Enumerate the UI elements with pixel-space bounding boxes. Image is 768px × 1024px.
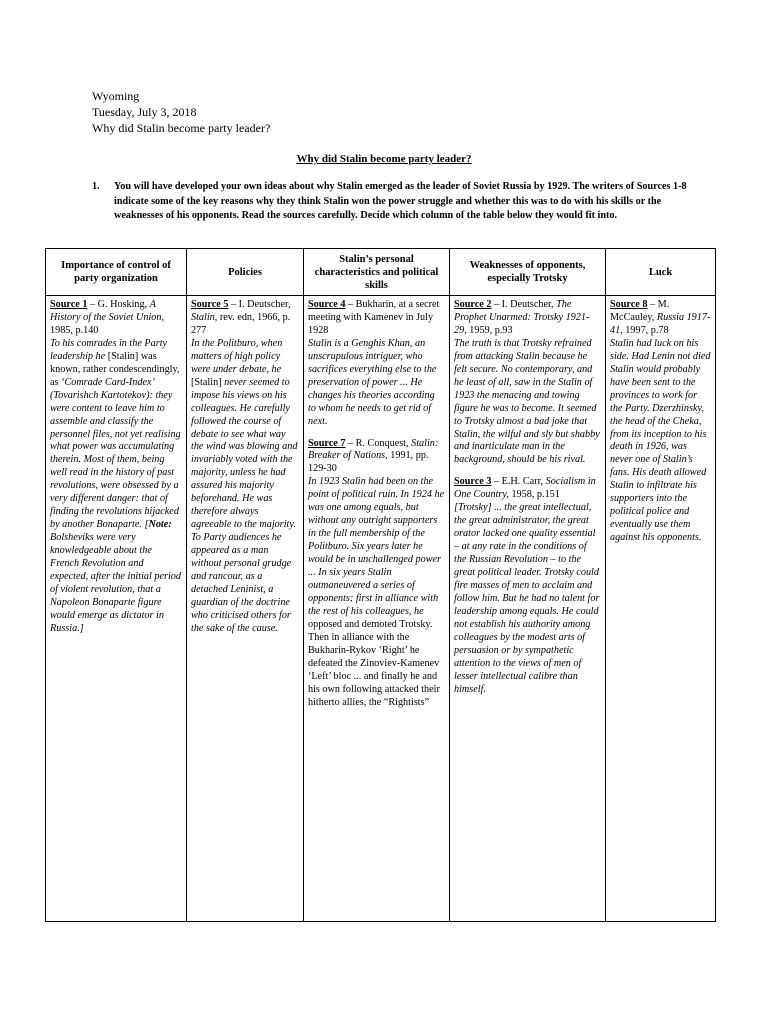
source-1-label: Source 1	[50, 299, 88, 310]
cell-luck	[606, 296, 716, 922]
source-2-label: Source 2	[454, 299, 492, 310]
source-4-text: Stalin is a Genghis Khan, an unscrupulous intriguer, who sacrifices everything else to the preservation of power ... He changes his theories according to whom he needs to get rid of next.	[308, 337, 437, 427]
cell-personal-characteristics	[304, 296, 450, 922]
source-5-author: – I. Deutscher,	[228, 299, 291, 310]
source-3-text-a: [Trotsky] ... the great intellectual, the great administrator, the great orator lacked one quality essential – at any rate in the conditions of the Russian Revolution – to the great political leader.	[454, 502, 596, 579]
sources-table	[45, 248, 716, 922]
cell-opponent-weaknesses	[450, 296, 606, 922]
header-personal-characteristics: Stalin’s personal characteristics and political skills	[304, 249, 450, 296]
source-1-book: A History of the Soviet Union,	[50, 299, 165, 323]
header-date: Tuesday, July 3, 2018	[92, 105, 197, 119]
source-4-author: – Bukharin, at a secret meeting with Kamenev in July 1928	[308, 299, 440, 336]
source-2-text: The truth is that Trotsky refrained from attacking Stalin because he felt secure. No contemporary, and he least of all, saw in the Stalin of 1923 the menacing and towing figure he was to become. It seemed to Trotsky almost a bad joke that Stalin, the wilful and sly but shabby and inarticulate man in the background, should be his rival.	[454, 337, 600, 466]
source-1	[50, 299, 182, 636]
source-7-label: Source 7	[308, 437, 346, 449]
source-5	[191, 299, 299, 636]
source-2-pub: 1959, p.93	[466, 324, 513, 336]
header-subject: Why did Stalin become party leader?	[92, 121, 271, 135]
source-5-label: Source 5	[191, 299, 229, 310]
source-3-text-b: Trotsky could fire masses of men to acclaim and follow him. But he had no talent for leadership among equals. He could not establish his authority among colleagues by the modest arts of persuasion or by sympathetic attention to the views of men of lesser intellectual calibre than himself.	[454, 567, 600, 695]
header-party-organization: Importance of control of party organization	[46, 249, 187, 296]
header-name: Wyoming	[92, 89, 140, 103]
source-3-author: – E.H. Carr,	[491, 476, 546, 488]
source-1-text-b: [Stalin] was known, rather condescendingly, as	[50, 350, 180, 388]
source-1-text-c: ‘Comrade Card-Index’ (Tovarishch Kartotekov): they were content to leave him to assemble and classify the personnel files, not yet realising what power was accumulating therein. Most of them, being well read in the history of past revolutions, were obsessed by a very different danger: that of finding the revolutions hijacked by another Bonaparte. [	[50, 376, 181, 531]
source-8-book: Russia 1917-41,	[610, 311, 711, 336]
source-5-text-a: In the Politburo, when matters of high policy were under debate, he	[191, 337, 283, 375]
source-5-text-b: [Stalin]	[191, 376, 222, 388]
document-header	[92, 88, 270, 136]
source-7-book: Stalin: Breaker of Nations,	[308, 437, 439, 462]
header-opponent-weaknesses: Weaknesses of opponents, especially Trotsky	[450, 249, 606, 296]
source-1-pub: 1985, p.140	[50, 324, 99, 336]
page-title: Why did Stalin become party leader?	[296, 153, 472, 165]
question-1	[92, 180, 692, 224]
table-row	[46, 296, 716, 922]
source-8-text: Stalin had luck on his side. Had Lenin not died Stalin would probably have been sent to the provinces to work for the Party. Dzerzhinsky, the head of the Cheka, from its inception to his death in 1926, was never one of Stalin’s fans. His death allowed Stalin to infiltrate his supporters into the political police and eventually use them against his opponents.	[610, 337, 711, 544]
header-luck: Luck	[606, 249, 716, 296]
source-1-author: – G. Hosking,	[87, 299, 150, 310]
table-header-row	[46, 249, 716, 296]
source-2	[454, 299, 601, 467]
cell-policies	[187, 296, 304, 922]
source-5-pub: rev. edn, 1966, p. 277	[191, 311, 291, 336]
source-1-note-label: Note:	[148, 519, 172, 531]
source-7-text-a: In 1923 Stalin had been on the point of political ruin. In 1924 he was one among equals, but without any outright supporters in the full membership of the Politburo. Six years later he would be in unchallenged power ... In six years Stalin outmaneuvered a series of opponents; first in alliance with the rest of his colleagues, he	[308, 476, 445, 617]
source-5-text-c: never seemed to impose his views on his colleagues. He carefully followed the course of debate to see what way the wind was blowing and invariably voted with the majority, unless he had assured his majority beforehand. He was therefore always agreeable to the majority. To Party audiences he appeared as a man without personal grudge and rancour, as a detached Leninist, a guardian of the doctrine who criticised others for the sake of the cause.	[191, 376, 298, 634]
source-3	[454, 476, 601, 696]
source-1-text-d: Bolsheviks were very knowledgeable about the French Revolution and expected, after the initial period of violent revolution, that a Napoleon Bonaparte figure would emerge as dictator in Russia.]	[50, 532, 181, 634]
source-8-author: – M. McCauley,	[610, 299, 670, 323]
source-8-label: Source 8	[610, 299, 648, 310]
source-4-label: Source 4	[308, 299, 346, 310]
question-text: You will have developed your own ideas about why Stalin emerged as the leader of Soviet Russia by 1929. The writers of Sources 1-8 indicate some of the key reasons why they think Stalin won the power struggle and whether this was to do with his skills or the weaknesses of his opponents. Read the sources carefully. Decide which column of the table below they would fit into.	[114, 181, 687, 221]
source-7-pub: 1991, pp. 129-30	[308, 450, 429, 475]
source-3-pub: 1958, p.151	[508, 489, 560, 501]
source-8-pub: 1997, p.78	[622, 324, 669, 336]
question-number: 1.	[92, 181, 100, 192]
cell-party-organization	[46, 296, 187, 922]
source-4	[308, 299, 445, 429]
source-2-author: – I. Deutscher,	[491, 299, 557, 310]
source-3-book: Socialism in One Country,	[454, 476, 596, 501]
source-8	[610, 299, 711, 545]
source-2-book: The Prophet Unarmed: Trotsky 1921-29,	[454, 299, 590, 336]
source-7-text-b: opposed and demoted Trotsky. Then in alliance with the Bukharin-Rykov ‘Right’ he defeated the Zinoviev-Kamenev ‘Left’ bloc ... and finally he and his own following attacked their hitherto allies, the “Rightists”	[308, 618, 440, 708]
source-7-author: – R. Conquest,	[345, 437, 412, 449]
source-3-label: Source 3	[454, 476, 492, 488]
header-policies: Policies	[187, 249, 304, 296]
source-5-book: Stalin,	[191, 311, 218, 323]
source-7	[308, 438, 445, 710]
source-1-text-a: To his comrades in the Party leadership he	[50, 337, 168, 362]
